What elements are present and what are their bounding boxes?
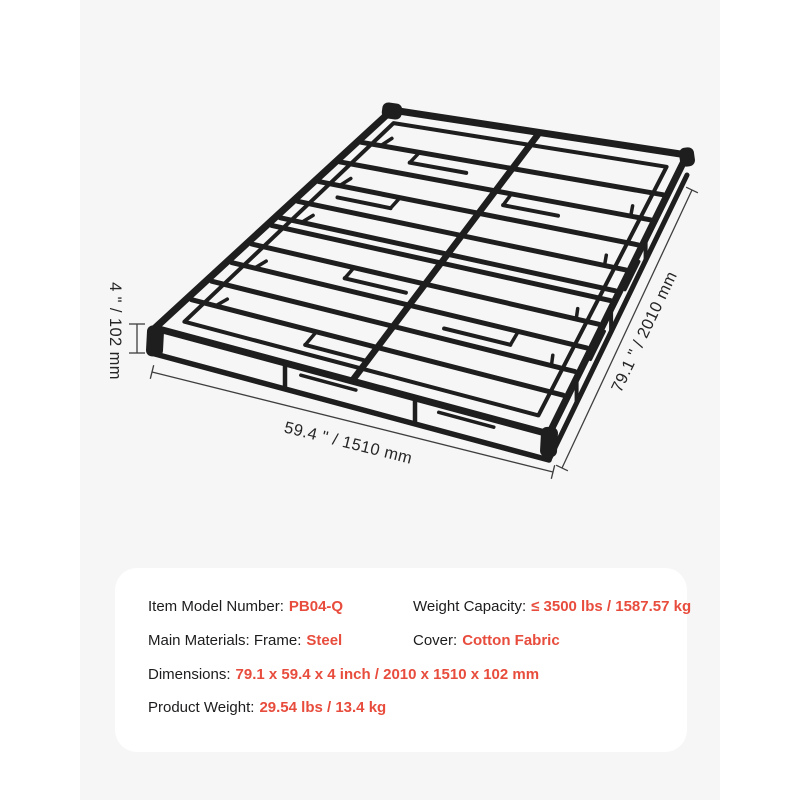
- spec-row-weight-capacity: [413, 597, 691, 617]
- spec-value: 29.54 lbs / 13.4 kg: [259, 699, 387, 716]
- spec-label: Main Materials: Frame:: [148, 632, 302, 649]
- length-dimension-label: 79.1 " / 2010 mm: [608, 268, 681, 396]
- spec-value: Steel: [306, 632, 343, 649]
- spec-value: Cotton Fabric: [462, 632, 560, 649]
- spec-row-product-weight: [148, 698, 673, 718]
- spec-label: Item Model Number:: [148, 598, 284, 615]
- width-dimension-label: 59.4 " / 1510 mm: [282, 418, 415, 468]
- spec-value: 79.1 x 59.4 x 4 inch / 2010 x 1510 x 102 mm: [235, 666, 540, 683]
- spec-label: Dimensions:: [148, 666, 231, 683]
- length-dimension-tick-top: [686, 187, 698, 193]
- spec-panel: [115, 568, 692, 752]
- spec-label: Cover:: [413, 632, 458, 649]
- spec-label: Weight Capacity:: [413, 598, 527, 615]
- spec-value: ≤ 3500 lbs / 1587.57 kg: [531, 598, 692, 615]
- boxspring-wireframe: [146, 102, 696, 460]
- spec-row-dimensions: [148, 665, 673, 685]
- spec-label: Product Weight:: [148, 699, 255, 716]
- spec-row-cover: [413, 631, 560, 651]
- height-dimension-label: 4 " / 102 mm: [106, 282, 124, 380]
- spec-row-model: [148, 597, 692, 617]
- spec-value: PB04-Q: [288, 598, 344, 615]
- length-dimension-tick-bottom: [556, 465, 568, 471]
- spec-row-materials: [148, 631, 673, 651]
- product-canvas: [80, 0, 720, 800]
